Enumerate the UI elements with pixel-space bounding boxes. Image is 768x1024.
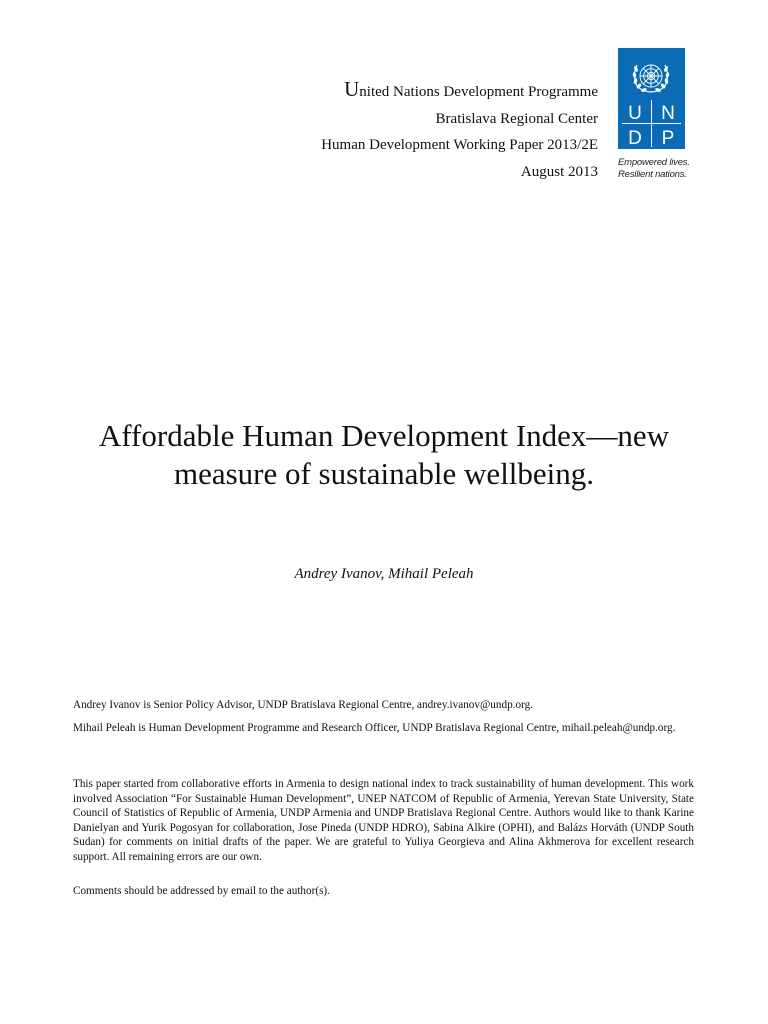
acknowledgements: This paper started from collaborative efforts in Armenia to design national index to track sustainability of human development. This work involved Association “For Sustainable Human Development”, UNEP NATCOM of Republic of Armenia, Yerevan State University, State Council of Statistics of Republic of Armenia, UNDP Armenia and UNDP Bratislava Regional Centre. Authors would like to thank Karine Danielyan and Yurik Pogosyan for collaboration, Jose Pineda (UNDP HDRO), Sabina Alkire (OPHI), and Balázs Horváth (UNDP South Sudan) for comments on initial drafts of the paper. We are grateful to Yuliya Georgieva and Alina Akhmerova for excellent research support. All remaining errors are our own.: [73, 778, 694, 863]
author-names: Andrey Ivanov, Mihail Peleah: [294, 566, 474, 582]
paper-title: [40, 417, 728, 493]
undp-letters: [618, 98, 685, 149]
paper-series: Human Development Working Paper 2013/2E: [321, 137, 598, 153]
header-block: [321, 76, 598, 185]
logo-box: [618, 48, 685, 149]
author-note-2: Mihail Peleah is Human Development Programme and Research Officer, UNDP Bratislava Regional Centre, mihail.peleah@undp.org.: [73, 722, 676, 734]
author-note-1: Andrey Ivanov is Senior Policy Advisor, UNDP Bratislava Regional Centre, andrey.ivanov@undp.org.: [73, 699, 533, 711]
regional-center: Bratislava Regional Center: [435, 110, 598, 127]
logo-letter-u: U: [628, 103, 642, 124]
comments-note: Comments should be addressed by email to the author(s).: [73, 885, 330, 897]
un-emblem-icon: [626, 55, 676, 95]
undp-logo: [613, 48, 688, 181]
organization-name: United Nations Development Programme: [344, 77, 598, 101]
logo-letter-p: P: [661, 128, 675, 149]
publication-date: August 2013: [520, 163, 598, 180]
title-line-1: Affordable Human Development Index—new: [98, 418, 670, 453]
logo-letter-d: D: [628, 128, 642, 149]
logo-letter-n: N: [661, 103, 675, 124]
logo-tagline: Empowered lives. Resilient nations.: [618, 157, 690, 180]
title-line-2: measure of sustainable wellbeing.: [173, 456, 595, 491]
